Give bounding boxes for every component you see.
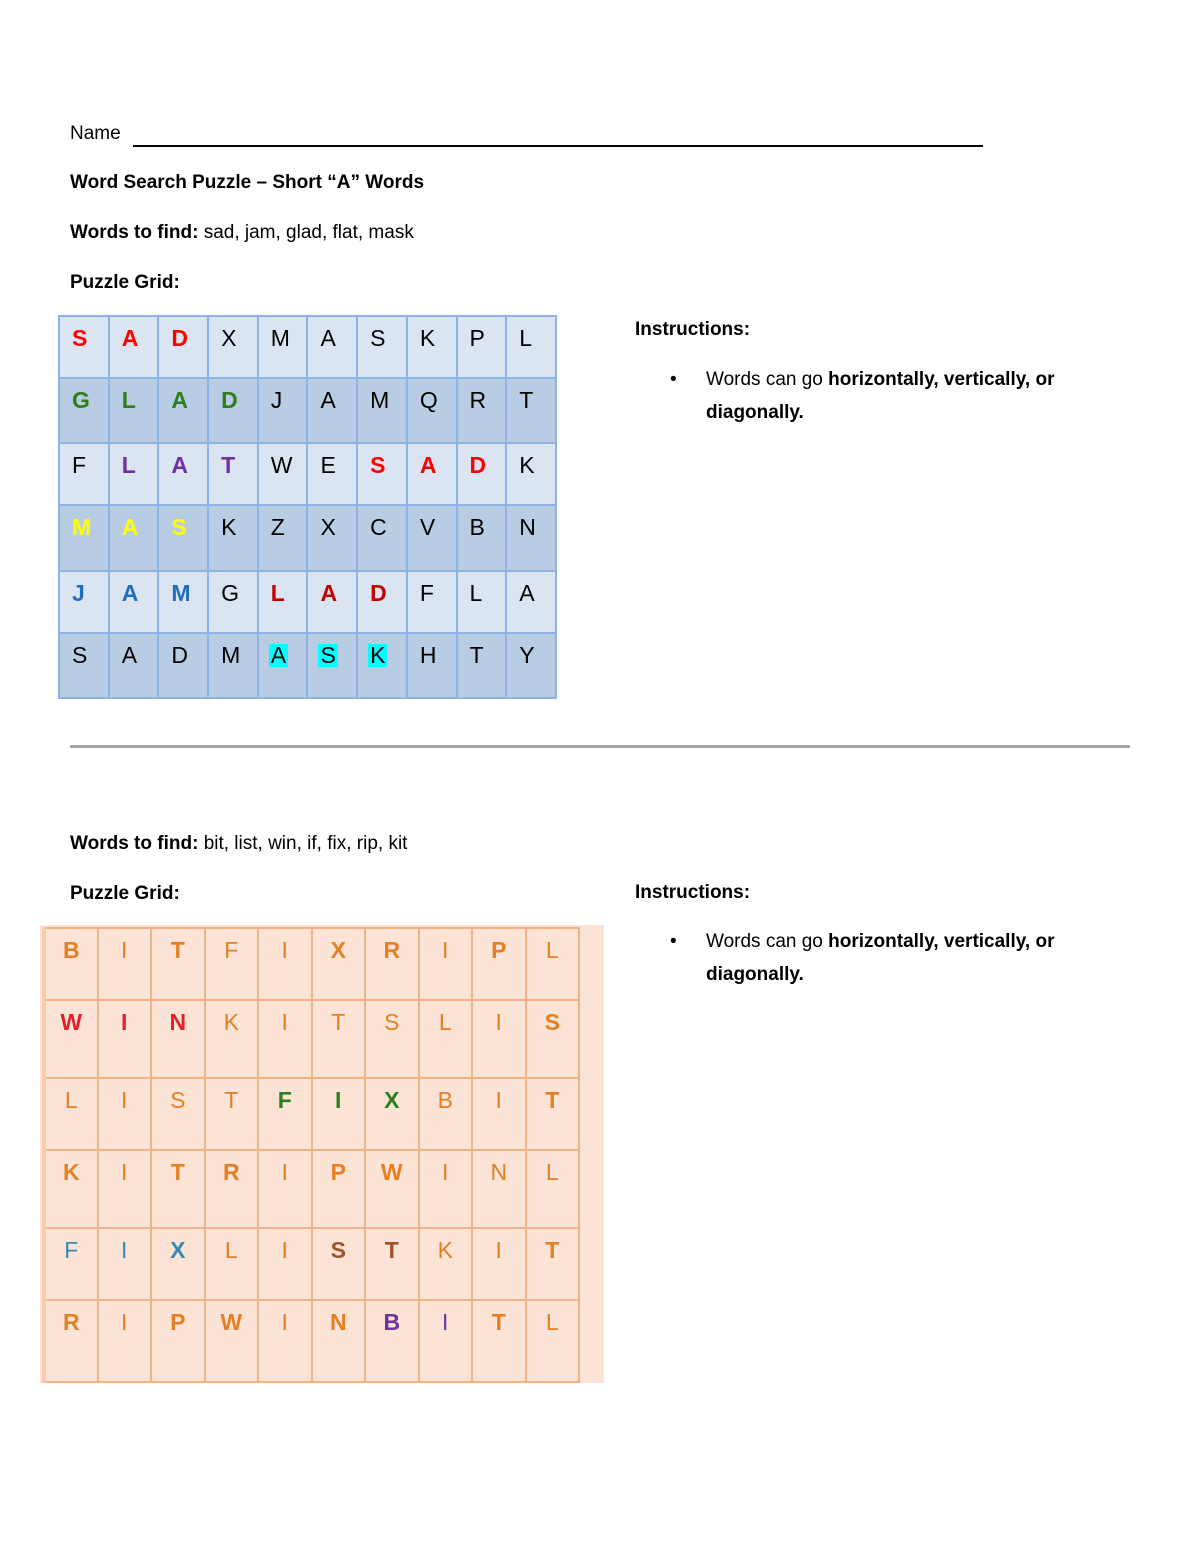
grid-cell bbox=[526, 1000, 580, 1078]
grid-letter: I bbox=[121, 937, 128, 963]
section-divider bbox=[70, 745, 1130, 748]
grid-cell bbox=[158, 633, 208, 698]
instr-bold: horizontally, vertically, or diagonally. bbox=[706, 369, 1055, 423]
grid-letter: T bbox=[170, 1159, 185, 1185]
grid-letter: X bbox=[330, 937, 346, 963]
grid-cell bbox=[258, 571, 308, 633]
grid-letter: L bbox=[270, 579, 285, 606]
grid-letter: D bbox=[221, 387, 238, 414]
grid-cell bbox=[208, 443, 258, 505]
grid-row bbox=[44, 1150, 579, 1228]
grid-cell bbox=[419, 1078, 473, 1150]
grid-cell bbox=[365, 1228, 419, 1300]
instr-pre: Words can go bbox=[706, 369, 829, 390]
grid-letter: I bbox=[121, 1009, 128, 1035]
grid-cell bbox=[472, 1150, 526, 1228]
grid-letter: T bbox=[545, 1087, 560, 1113]
grid-cell bbox=[258, 505, 308, 570]
grid-letter: N bbox=[490, 1159, 508, 1185]
grid-letter: I bbox=[335, 1087, 342, 1113]
grid-cell bbox=[109, 316, 159, 378]
grid-letter: F bbox=[72, 452, 87, 479]
grid-cell bbox=[312, 928, 366, 1000]
grid-cell bbox=[457, 316, 507, 378]
grid-cell bbox=[59, 505, 109, 570]
grid-letter: M bbox=[370, 387, 390, 414]
grid-cell bbox=[158, 443, 208, 505]
grid-letter: S bbox=[370, 325, 386, 351]
grid-cell bbox=[151, 1150, 205, 1228]
grid-row bbox=[59, 505, 556, 570]
grid-letter: S bbox=[370, 452, 386, 479]
instructions-text-1 bbox=[706, 363, 1106, 429]
grid-cell bbox=[59, 633, 109, 698]
grid-letter: L bbox=[121, 387, 136, 414]
grid-letter: G bbox=[221, 579, 239, 606]
grid-cell bbox=[208, 571, 258, 633]
grid-cell bbox=[59, 571, 109, 633]
words-label: Words to find: bbox=[70, 222, 199, 243]
grid-cell bbox=[98, 1000, 152, 1078]
grid-cell bbox=[109, 571, 159, 633]
grid-cell bbox=[457, 571, 507, 633]
grid-letter: I bbox=[281, 937, 288, 963]
grid-cell bbox=[407, 633, 457, 698]
grid-letter: T bbox=[224, 1087, 239, 1113]
grid-letter: R bbox=[62, 1309, 80, 1335]
grid-letter: L bbox=[545, 1309, 559, 1335]
grid-letter: X bbox=[221, 325, 237, 351]
grid-cell bbox=[407, 505, 457, 570]
grid-letter: K bbox=[370, 641, 386, 668]
grid-letter: P bbox=[491, 937, 507, 963]
grid-letter: A bbox=[121, 579, 139, 606]
grid-cell bbox=[307, 443, 357, 505]
grid-cell bbox=[258, 378, 308, 443]
grid-letter: I bbox=[495, 1087, 502, 1113]
grid-letter: F bbox=[224, 937, 239, 963]
grid-cell bbox=[59, 316, 109, 378]
grid-row bbox=[59, 571, 556, 633]
grid-cell bbox=[44, 1300, 98, 1382]
grid-cell bbox=[307, 571, 357, 633]
grid-letter: F bbox=[419, 579, 434, 606]
grid-letter: D bbox=[171, 325, 188, 351]
grid-letter: A bbox=[171, 387, 188, 414]
grid-letter: I bbox=[121, 1087, 128, 1113]
instructions-text-2 bbox=[706, 925, 1106, 991]
grid-cell bbox=[407, 378, 457, 443]
grid-cell bbox=[59, 378, 109, 443]
grid-letter: A bbox=[121, 641, 138, 668]
grid-cell bbox=[457, 505, 507, 570]
grid-cell bbox=[357, 443, 407, 505]
grid-cell bbox=[407, 571, 457, 633]
grid-cell bbox=[151, 1300, 205, 1382]
grid-letter: E bbox=[320, 452, 336, 479]
grid-row bbox=[44, 1000, 579, 1078]
grid-letter: M bbox=[72, 514, 92, 541]
grid-letter: X bbox=[320, 514, 336, 541]
grid-letter: T bbox=[221, 452, 236, 479]
grid-letter: S bbox=[544, 1009, 560, 1035]
grid-letter: N bbox=[169, 1009, 187, 1035]
grid-cell bbox=[98, 1078, 152, 1150]
grid-cell bbox=[419, 928, 473, 1000]
grid-cell bbox=[357, 633, 407, 698]
grid-row bbox=[44, 1228, 579, 1300]
grid-cell bbox=[526, 1300, 580, 1382]
grid-letter: W bbox=[380, 1159, 403, 1185]
grid-letter: D bbox=[171, 641, 188, 668]
grid-cell bbox=[365, 1150, 419, 1228]
grid-letter: S bbox=[170, 1087, 186, 1113]
grid-letter: L bbox=[121, 452, 136, 479]
grid-cell bbox=[109, 505, 159, 570]
grid-letter: I bbox=[281, 1309, 288, 1335]
grid-cell bbox=[365, 928, 419, 1000]
grid-letter: K bbox=[221, 514, 237, 541]
grid-letter: P bbox=[469, 325, 485, 351]
grid-cell bbox=[419, 1150, 473, 1228]
grid-cell bbox=[98, 928, 152, 1000]
words-list: sad, jam, glad, flat, mask bbox=[203, 222, 414, 243]
grid-cell bbox=[258, 928, 312, 1000]
grid-cell bbox=[109, 633, 159, 698]
grid-cell bbox=[158, 378, 208, 443]
instr-pre: Words can go bbox=[706, 931, 829, 952]
grid-letter: A bbox=[121, 325, 139, 351]
grid-cell bbox=[506, 378, 556, 443]
puzzle-grid-2 bbox=[42, 927, 580, 1383]
grid-cell bbox=[472, 1000, 526, 1078]
grid-cell bbox=[357, 505, 407, 570]
grid-letter: J bbox=[72, 579, 85, 606]
grid-letter: P bbox=[170, 1309, 186, 1335]
grid-cell bbox=[258, 443, 308, 505]
grid-letter: B bbox=[469, 514, 485, 541]
grid-letter: S bbox=[384, 1009, 400, 1035]
grid-cell bbox=[258, 1300, 312, 1382]
grid-letter: T bbox=[519, 387, 534, 414]
grid-letter: K bbox=[62, 1159, 80, 1185]
grid-cell bbox=[205, 1228, 259, 1300]
grid-cell bbox=[312, 1228, 366, 1300]
grid-cell bbox=[44, 1000, 98, 1078]
grid-letter: I bbox=[442, 1309, 449, 1335]
grid-cell bbox=[506, 505, 556, 570]
grid-cell bbox=[151, 1078, 205, 1150]
grid-cell bbox=[526, 1078, 580, 1150]
grid-letter: I bbox=[495, 1009, 502, 1035]
grid-cell bbox=[151, 1000, 205, 1078]
grid-cell bbox=[158, 505, 208, 570]
grid-cell bbox=[208, 633, 258, 698]
grid-label-text: Puzzle Grid: bbox=[70, 883, 180, 904]
instr-bold: horizontally, vertically, or diagonally. bbox=[706, 931, 1055, 985]
grid-cell bbox=[506, 443, 556, 505]
words-list: bit, list, win, if, fix, rip, kit bbox=[203, 833, 408, 854]
grid-cell bbox=[258, 316, 308, 378]
grid-cell bbox=[59, 443, 109, 505]
grid-cell bbox=[357, 378, 407, 443]
grid-letter: A bbox=[320, 579, 338, 606]
grid-letter: D bbox=[370, 579, 387, 606]
grid-cell bbox=[506, 633, 556, 698]
grid-cell bbox=[526, 928, 580, 1000]
grid-label-text: Puzzle Grid: bbox=[70, 272, 180, 293]
grid-cell bbox=[506, 571, 556, 633]
grid-cell bbox=[205, 1078, 259, 1150]
grid-cell bbox=[526, 1228, 580, 1300]
grid-row bbox=[59, 316, 556, 378]
grid-cell bbox=[472, 1228, 526, 1300]
grid-label-1 bbox=[70, 271, 180, 295]
grid-cell bbox=[357, 316, 407, 378]
grid-letter: L bbox=[224, 1237, 238, 1263]
grid-letter: R bbox=[222, 1159, 240, 1185]
grid-letter: K bbox=[519, 452, 535, 479]
grid-cell bbox=[44, 1150, 98, 1228]
grid-letter: I bbox=[495, 1237, 502, 1263]
grid-row bbox=[44, 928, 579, 1000]
grid-letter: A bbox=[320, 387, 336, 414]
grid-cell bbox=[98, 1228, 152, 1300]
grid-cell bbox=[457, 633, 507, 698]
grid-cell bbox=[109, 378, 159, 443]
grid-letter: L bbox=[64, 1087, 78, 1113]
title-text: Word Search Puzzle – Short “A” Words bbox=[70, 172, 425, 193]
grid-cell bbox=[365, 1300, 419, 1382]
grid-letter: Y bbox=[519, 641, 535, 668]
grid-cell bbox=[258, 633, 308, 698]
grid-letter: B bbox=[383, 1309, 401, 1335]
grid-letter: B bbox=[437, 1087, 453, 1113]
grid-letter: X bbox=[384, 1087, 400, 1113]
grid-letter: N bbox=[329, 1309, 347, 1335]
name-line bbox=[70, 122, 121, 146]
grid-cell bbox=[205, 1150, 259, 1228]
grid-letter: M bbox=[221, 641, 241, 668]
grid-letter: J bbox=[270, 387, 283, 414]
grid-letter: A bbox=[121, 514, 139, 541]
grid-cell bbox=[98, 1150, 152, 1228]
grid-cell bbox=[151, 928, 205, 1000]
grid-letter: W bbox=[220, 1309, 243, 1335]
grid-letter: I bbox=[281, 1009, 288, 1035]
grid-cell bbox=[44, 928, 98, 1000]
grid-cell bbox=[208, 316, 258, 378]
grid-cell bbox=[457, 443, 507, 505]
words-to-find-1 bbox=[70, 221, 414, 245]
grid-cell bbox=[258, 1228, 312, 1300]
grid-letter: F bbox=[277, 1087, 292, 1113]
grid-letter: F bbox=[64, 1237, 79, 1263]
grid-row bbox=[44, 1078, 579, 1150]
grid-letter: X bbox=[170, 1237, 186, 1263]
grid-letter: N bbox=[519, 514, 536, 541]
grid-cell bbox=[205, 928, 259, 1000]
grid-cell bbox=[208, 505, 258, 570]
grid-letter: W bbox=[270, 452, 293, 479]
grid-cell bbox=[44, 1078, 98, 1150]
grid-cell bbox=[407, 443, 457, 505]
grid-letter: I bbox=[442, 1159, 449, 1185]
grid-letter: K bbox=[419, 325, 436, 351]
grid-letter: M bbox=[270, 325, 290, 351]
grid-letter: T bbox=[545, 1237, 560, 1263]
grid-letter: M bbox=[171, 579, 191, 606]
grid-cell bbox=[44, 1228, 98, 1300]
grid-cell bbox=[312, 1300, 366, 1382]
grid-letter: I bbox=[121, 1159, 128, 1185]
grid-cell bbox=[258, 1150, 312, 1228]
grid-letter: Q bbox=[419, 387, 438, 414]
grid-cell bbox=[151, 1228, 205, 1300]
grid-letter: W bbox=[60, 1009, 83, 1035]
grid-cell bbox=[312, 1000, 366, 1078]
grid-cell bbox=[419, 1228, 473, 1300]
grid-cell bbox=[307, 316, 357, 378]
grid-letter: L bbox=[545, 937, 559, 963]
grid-letter: A bbox=[270, 641, 287, 668]
grid-cell bbox=[472, 1078, 526, 1150]
grid-cell bbox=[419, 1300, 473, 1382]
words-to-find-2 bbox=[70, 832, 407, 856]
grid-letter: T bbox=[331, 1009, 346, 1035]
grid-letter: L bbox=[545, 1159, 559, 1185]
grid-letter: S bbox=[330, 1237, 346, 1263]
grid-cell bbox=[472, 1300, 526, 1382]
grid-letter: V bbox=[419, 514, 436, 541]
instructions-title-2: Instructions: bbox=[635, 882, 751, 903]
bullet-icon: • bbox=[670, 931, 677, 952]
grid-letter: D bbox=[469, 452, 487, 479]
grid-letter: G bbox=[72, 387, 90, 414]
grid-letter: S bbox=[171, 514, 187, 541]
grid-letter: L bbox=[519, 325, 532, 351]
grid-letter: R bbox=[383, 937, 401, 963]
grid-cell bbox=[506, 316, 556, 378]
bullet-icon: • bbox=[670, 369, 677, 390]
grid-letter: P bbox=[330, 1159, 346, 1185]
puzzle-grid-2-background bbox=[40, 925, 604, 1383]
puzzle-grid-1 bbox=[58, 315, 557, 699]
grid-cell bbox=[407, 316, 457, 378]
grid-letter: I bbox=[442, 937, 449, 963]
grid-cell bbox=[419, 1000, 473, 1078]
grid-letter: T bbox=[469, 641, 484, 668]
grid-letter: Z bbox=[270, 514, 285, 541]
grid-letter: A bbox=[320, 325, 336, 351]
grid-cell bbox=[307, 633, 357, 698]
grid-row bbox=[44, 1300, 579, 1382]
grid-cell bbox=[472, 928, 526, 1000]
grid-letter: B bbox=[62, 937, 80, 963]
grid-row bbox=[59, 633, 556, 698]
grid-cell bbox=[158, 571, 208, 633]
grid-letter: I bbox=[121, 1237, 128, 1263]
name-blank[interactable] bbox=[133, 145, 983, 147]
grid-letter: I bbox=[121, 1309, 128, 1335]
grid-letter: I bbox=[281, 1237, 288, 1263]
grid-letter: A bbox=[171, 452, 188, 479]
grid-cell bbox=[258, 1078, 312, 1150]
grid-cell bbox=[365, 1078, 419, 1150]
worksheet-title bbox=[70, 171, 424, 195]
grid-cell bbox=[258, 1000, 312, 1078]
grid-letter: K bbox=[437, 1237, 453, 1263]
grid-letter: L bbox=[438, 1009, 452, 1035]
grid-row bbox=[59, 443, 556, 505]
grid-cell bbox=[158, 316, 208, 378]
grid-letter: K bbox=[223, 1009, 239, 1035]
grid-cell bbox=[365, 1000, 419, 1078]
grid-letter: A bbox=[419, 452, 437, 479]
grid-cell bbox=[98, 1300, 152, 1382]
grid-letter: H bbox=[419, 641, 437, 668]
grid-letter: T bbox=[384, 1237, 399, 1263]
grid-letter: S bbox=[72, 325, 88, 351]
grid-cell bbox=[208, 378, 258, 443]
grid-letter: S bbox=[320, 641, 336, 668]
grid-letter: A bbox=[519, 579, 535, 606]
grid-cell bbox=[205, 1000, 259, 1078]
grid-letter: L bbox=[469, 579, 483, 606]
grid-cell bbox=[526, 1150, 580, 1228]
grid-cell bbox=[109, 443, 159, 505]
grid-letter: S bbox=[72, 641, 88, 668]
grid-cell bbox=[312, 1078, 366, 1150]
grid-cell bbox=[357, 571, 407, 633]
grid-letter: T bbox=[170, 937, 185, 963]
name-label: Name bbox=[70, 123, 121, 144]
grid-letter: R bbox=[469, 387, 487, 414]
grid-letter: C bbox=[370, 514, 387, 541]
grid-cell bbox=[307, 505, 357, 570]
grid-cell bbox=[307, 378, 357, 443]
grid-cell bbox=[312, 1150, 366, 1228]
grid-letter: T bbox=[491, 1309, 506, 1335]
words-label: Words to find: bbox=[70, 833, 199, 854]
grid-row bbox=[59, 378, 556, 443]
grid-cell bbox=[457, 378, 507, 443]
grid-label-2 bbox=[70, 882, 180, 906]
grid-cell bbox=[205, 1300, 259, 1382]
grid-letter: I bbox=[281, 1159, 288, 1185]
instructions-title-1: Instructions: bbox=[635, 319, 751, 340]
